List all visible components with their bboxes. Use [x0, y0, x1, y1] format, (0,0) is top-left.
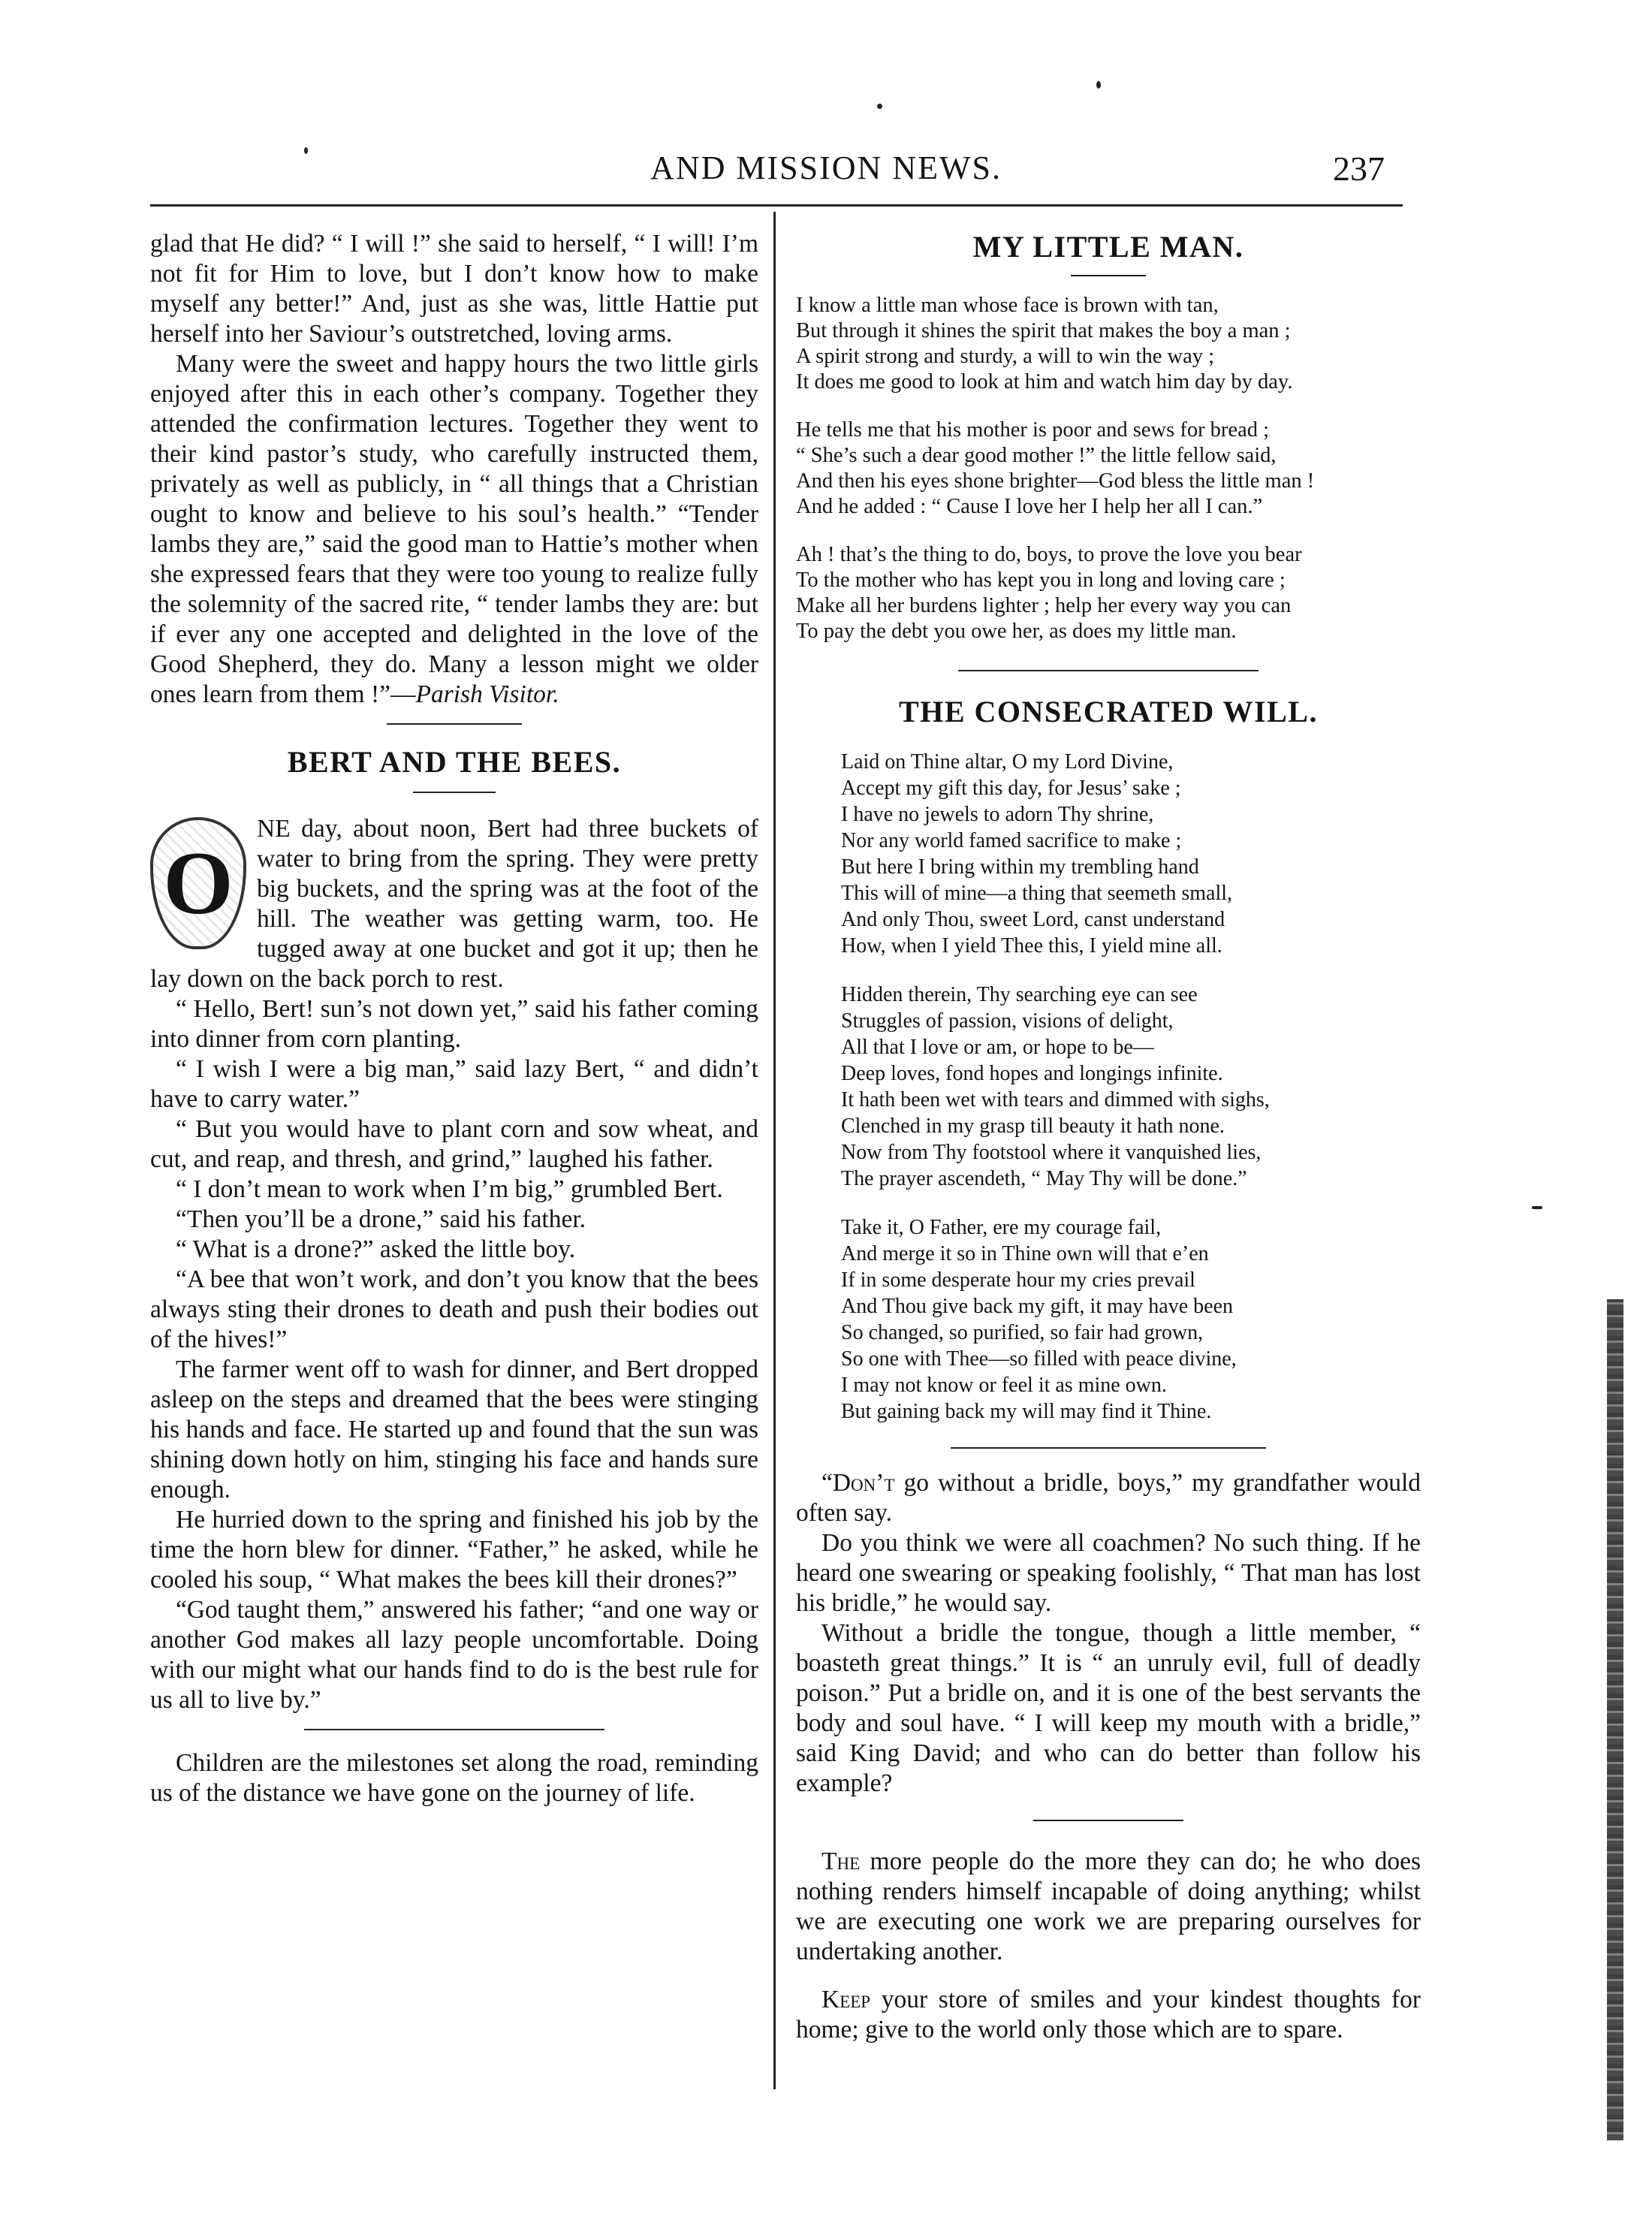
poem-line: I have no jewels to adorn Thy shrine,	[841, 803, 1154, 826]
poem-line: If in some desperate hour my cries prevail	[841, 1268, 1195, 1292]
poem-line: This will of mine—a thing that seemeth small,	[841, 882, 1233, 905]
story-opening	[150, 814, 758, 994]
story-paragraph: “ I wish I were a big man,” said lazy Bert, “ and didn’t have to carry water.”	[150, 1055, 758, 1113]
story-paragraph: “ I don’t mean to work when I’m big,” grumbled Bert.	[176, 1175, 723, 1203]
poem-line: It does me good to look at him and watch him day by day.	[796, 370, 1293, 394]
poem-line: I know a little man whose face is brown with tan,	[796, 294, 1219, 317]
scan-edge-stain	[1607, 1299, 1623, 2140]
story-paragraph: The farmer went off to wash for dinner, and Bert dropped asleep on the steps and dreamed that the bees were stinging his hands and face. He started up and found that the sun was shining down hotly on him, stinging his face and hands sure enough.	[150, 1356, 758, 1504]
lead-word: “Don’t	[821, 1469, 895, 1497]
poem-line: Take it, O Father, ere my courage fail,	[841, 1216, 1162, 1239]
bridle-paragraph: Do you think we were all coachmen? No such thing. If he heard one swearing or speaking foolishly, “ That man has lost his bridle,” he would say.	[796, 1529, 1421, 1617]
poem-line: Accept my gift this day, for Jesus’ sake ;	[841, 777, 1181, 800]
story-paragraph: “God taught them,” answered his father; “and one way or another God makes all lazy people uncomfortable. Doing with our might what our hands find to do is the best rule for us all to live by.”	[150, 1596, 758, 1714]
story-paragraph: “ What is a drone?” asked the little boy.	[176, 1235, 576, 1263]
section-separator	[958, 670, 1259, 671]
story-paragraph: “A bee that won’t work, and don’t you know that the bees always sting their drones to death and push their bodies out of the hives!”	[150, 1265, 758, 1353]
poem-line: Ah ! that’s the thing to do, boys, to prove the love you bear	[796, 543, 1302, 566]
poem-stanza	[796, 418, 1421, 520]
section-separator	[304, 1729, 604, 1730]
poem-stanza	[796, 542, 1421, 644]
poem-line: Nor any world famed sacrifice to make ;	[841, 829, 1182, 852]
poem-line: I may not know or feel it as mine own.	[841, 1374, 1167, 1397]
maxim-text: more people do the more they can do; he who does nothing renders himself incapable of doing anything; whilst we are executing one work we are preparing ourselves for undertaking another.	[796, 1847, 1421, 1965]
running-header: AND MISSION NEWS.	[650, 149, 1002, 186]
poem-line: “ She’s such a dear good mother !” the little fellow said,	[796, 444, 1277, 467]
left-column	[150, 229, 758, 1808]
closing-maxim: Children are the milestones set along the road, reminding us of the distance we have gone on the journey of life.	[150, 1749, 758, 1807]
attribution: Parish Visitor.	[415, 680, 559, 708]
poem-line: Laid on Thine altar, O my Lord Divine,	[841, 750, 1174, 774]
story-paragraph: He hurried down to the spring and finished his job by the time the horn blew for dinner. “Father,” he asked, while he cooled his soup, “ What makes the bees kill their drones?”	[150, 1506, 758, 1594]
poem-line: So changed, so purified, so fair had grown,	[841, 1321, 1204, 1344]
section-separator	[1033, 1820, 1183, 1821]
poem-line: So one with Thee—so filled with peace divine,	[841, 1347, 1237, 1371]
dropcap-letter: O	[163, 833, 234, 933]
story-paragraph: “Then you’ll be a drone,” said his father.	[176, 1205, 586, 1233]
poem-line: Now from Thy footstool where it vanquished lies,	[841, 1141, 1262, 1164]
title-rule	[1071, 275, 1146, 276]
poem-line: And then his eyes shone brighter—God bless the little man !	[796, 469, 1315, 493]
poem-consecrated-will	[841, 749, 1421, 1425]
poem-line: Hidden therein, Thy searching eye can see	[841, 983, 1198, 1006]
lead-word: Keep	[821, 1986, 871, 2013]
poem-line: But here I bring within my trembling hand	[841, 855, 1199, 879]
maxim-text: your store of smiles and your kindest thoughts for home; give to the world only those which are to spare.	[796, 1986, 1421, 2043]
poem-line: To the mother who has kept you in long and loving care ;	[796, 569, 1286, 592]
story-paragraph: “ Hello, Bert! sun’s not down yet,” said his father coming into dinner from corn planting.	[150, 995, 758, 1053]
poem-line: All that I love or am, or hope to be—	[841, 1036, 1154, 1059]
poem-line: And Thou give back my gift, it may have been	[841, 1295, 1234, 1318]
article-continuation-paragraph	[150, 349, 758, 710]
section-separator	[951, 1447, 1266, 1449]
poem-stanza	[841, 749, 1421, 959]
maxim-paragraph	[796, 1985, 1421, 2045]
bridle-paragraph	[796, 1468, 1421, 1528]
continuation-text: Many were the sweet and happy hours the two little girls enjoyed after this in each other’s company. Together they attended the confirmation lectures. Together they went to their kind pastor’s study, who carefully instructed them, privately as well as publicly, in “ all things that a Christian ought to know and believe to his soul’s health.” “Tender lambs they are,” said the good man to Hattie’s mother when she expressed fears that they were too young to realize fully the solemnity of the sacred rite, “ tender lambs they are: but if ever any one accepted and delighted in the love of the Good Shepherd, they do. Many a lesson might we older ones learn from them !”—	[150, 350, 758, 708]
poem-line: And he added : “ Cause I love her I help her all I can.”	[796, 495, 1263, 518]
story-text: day, about noon, Bert had three buckets of water to bring from the spring. They were pretty big buckets, and the spring was at the foot of the hill. The weather was getting warm, too. He tugged away at one bucket and got it up; then he lay down on the back porch to rest.	[150, 815, 758, 993]
dropcap-word-rest: NE	[257, 815, 291, 843]
article-continuation-paragraph: glad that He did? “ I will !” she said to herself, “ I will! I’m not fit for Him to love, but I don’t know how to make myself any better!” And, just as she was, little Hattie put herself into her Saviour’s outstretched, loving arms.	[150, 230, 758, 348]
poem-title: THE CONSECRATED WILL.	[899, 695, 1318, 728]
header-rule	[150, 204, 1403, 207]
poem-line: And only Thou, sweet Lord, canst understand	[841, 908, 1225, 931]
right-column	[796, 229, 1421, 2045]
poem-line: How, when I yield Thee this, I yield mine all.	[841, 934, 1222, 958]
poem-line: He tells me that his mother is poor and sews for bread ;	[796, 418, 1270, 442]
poem-line: It hath been wet with tears and dimmed with sighs,	[841, 1088, 1270, 1111]
ornamental-dropcap-icon	[150, 817, 246, 949]
section-separator	[387, 723, 522, 725]
story-paragraph: “ But you would have to plant corn and sow wheat, and cut, and reap, and thresh, and grind,” laughed his father.	[150, 1115, 758, 1173]
poem-stanza	[841, 1214, 1421, 1425]
title-rule	[413, 792, 496, 793]
column-divider	[773, 212, 776, 2089]
poem-title: MY LITTLE MAN.	[972, 230, 1244, 264]
ink-speck	[877, 104, 882, 109]
poem-stanza	[796, 293, 1421, 395]
poem-line: Deep loves, fond hopes and longings infinite.	[841, 1062, 1223, 1085]
poem-stanza	[841, 982, 1421, 1192]
ink-speck	[1532, 1206, 1542, 1209]
poem-line: Clenched in my grasp till beauty it hath none.	[841, 1114, 1225, 1138]
poem-line: To pay the debt you owe her, as does my little man.	[796, 620, 1237, 643]
poem-line: And merge it so in Thine own will that e’en	[841, 1242, 1209, 1265]
story-title: BERT AND THE BEES.	[287, 745, 622, 779]
lead-word: The	[821, 1847, 861, 1875]
poem-line: Struggles of passion, visions of delight,	[841, 1009, 1174, 1033]
bridle-text: go without a bridle, boys,” my grandfather would often say.	[796, 1469, 1421, 1527]
poem-line: Make all her burdens lighter ; help her every way you can	[796, 594, 1292, 617]
poem-line: A spirit strong and sturdy, a will to win the way ;	[796, 345, 1215, 368]
bridle-paragraph: Without a bridle the tongue, though a little member, “ boasteth great things.” It is “ an unruly evil, full of deadly poison.” Put a bridle on, and it is one of the best servants the body and soul have. “ I will keep my mouth with a bridle,” said King David; and who can do better than follow his example?	[796, 1619, 1421, 1797]
poem-line: But gaining back my will may find it Thine.	[841, 1400, 1212, 1423]
page-number: 237	[1333, 149, 1385, 188]
poem-line: The prayer ascendeth, “ May Thy will be done.”	[841, 1167, 1247, 1190]
maxim-paragraph	[796, 1847, 1421, 1967]
poem-line: But through it shines the spirit that makes the boy a man ;	[796, 319, 1291, 342]
poem-my-little-man	[796, 293, 1421, 644]
ink-speck	[1096, 81, 1101, 89]
